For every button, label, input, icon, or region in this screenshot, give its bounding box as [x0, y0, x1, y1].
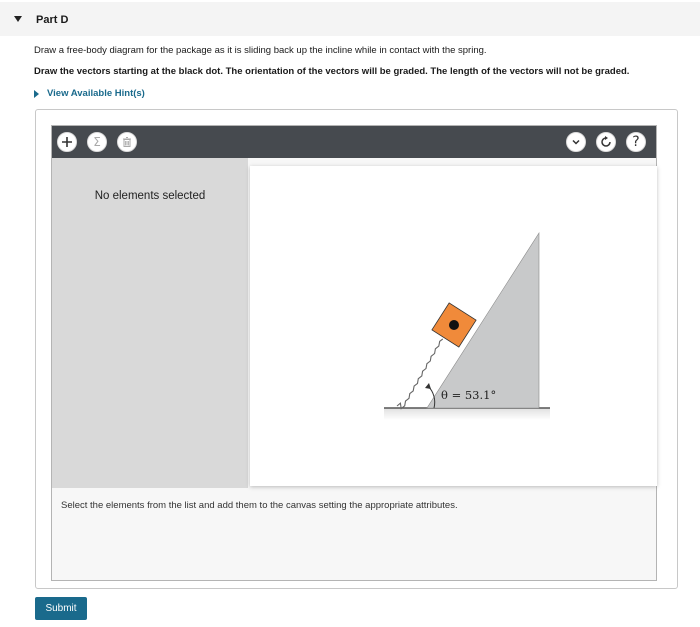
angle-arrow-icon: [425, 383, 431, 389]
submit-button[interactable]: Submit: [35, 597, 87, 620]
instruction-note: Draw the vectors starting at the black dot. The orientation of the vectors will be graded. The length of the vectors will not be graded.: [34, 66, 630, 77]
canvas-instructions: Select the elements from the list and add them to the canvas setting the appropriate attributes.: [61, 500, 458, 511]
sigma-icon[interactable]: Σ: [87, 132, 107, 152]
element-list-panel: [52, 158, 248, 488]
instruction-text: Draw a free-body diagram for the package as it is sliding back up the incline while in contact with the spring.: [34, 45, 487, 56]
part-title: Part D: [36, 14, 69, 26]
collapse-caret-icon[interactable]: [14, 16, 22, 22]
expand-triangle-icon: [34, 90, 39, 98]
chevron-down-icon[interactable]: [566, 132, 586, 152]
part-d-header[interactable]: [0, 2, 700, 36]
reset-icon[interactable]: [596, 132, 616, 152]
plus-icon[interactable]: [57, 132, 77, 152]
drawing-canvas[interactable]: [250, 166, 657, 486]
vector-drawing-tool: [51, 125, 657, 581]
ground-shadow: [384, 408, 550, 420]
black-dot: [449, 320, 459, 330]
trash-icon[interactable]: [117, 132, 137, 152]
tool-toolbar: [52, 126, 656, 158]
hint-label: View Available Hint(s): [47, 88, 145, 99]
view-hints-link[interactable]: [34, 88, 145, 99]
selection-status: No elements selected: [94, 190, 206, 202]
help-icon[interactable]: ?: [626, 132, 646, 152]
angle-label: θ = 53.1°: [441, 388, 497, 402]
